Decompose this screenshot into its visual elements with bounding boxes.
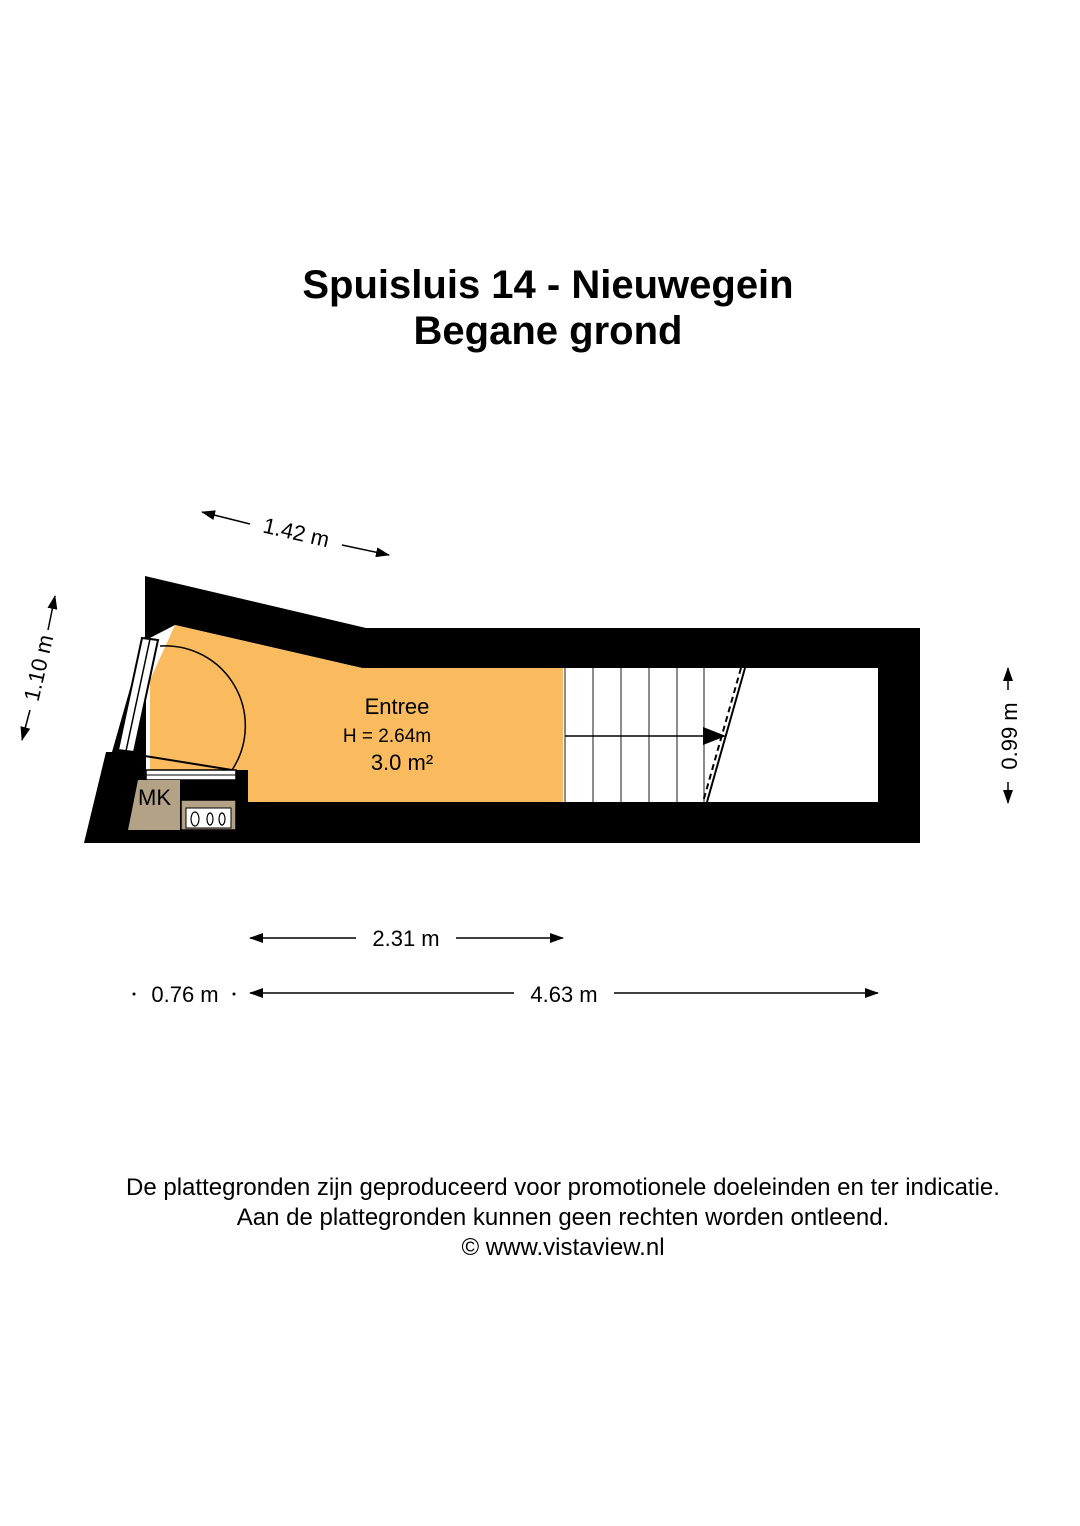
disclaimer-line-1: De plattegronden zijn geproduceerd voor promotionele doeleinden en ter indicatie. xyxy=(126,1174,1000,1201)
room-name: Entree xyxy=(364,694,430,719)
dimension-left-small xyxy=(133,982,236,1007)
dimension-right xyxy=(997,668,1022,803)
copyright-link[interactable]: © www.vistaview.nl xyxy=(461,1234,665,1261)
threshold xyxy=(146,770,236,780)
dimension-left-label: 1.10 m xyxy=(18,632,59,704)
dimension-top-diagonal-label: 1.42 m xyxy=(260,512,332,553)
floor-name: Begane grond xyxy=(413,309,683,353)
dimension-left xyxy=(19,596,58,740)
dimension-right-label: 0.99 m xyxy=(997,702,1022,770)
dimension-inner-width-label: 2.31 m xyxy=(372,926,440,951)
dimension-inner-width xyxy=(250,926,563,951)
dimension-top-diagonal xyxy=(202,512,389,555)
plan-title: Spuisluis 14 - Nieuwegein xyxy=(302,263,794,307)
room-area: 3.0 m² xyxy=(370,750,434,775)
meter-cupboard-label: MK xyxy=(138,785,171,810)
dimension-total-width-label: 4.63 m xyxy=(530,982,598,1007)
dimension-total-width xyxy=(250,982,878,1007)
room-height: H = 2.64m xyxy=(342,726,432,747)
meter-box xyxy=(181,800,236,830)
disclaimer-line-2: Aan de plattegronden kunnen geen rechten worden ontleend. xyxy=(236,1204,890,1231)
dimension-left-small-label: 0.76 m xyxy=(151,982,219,1007)
